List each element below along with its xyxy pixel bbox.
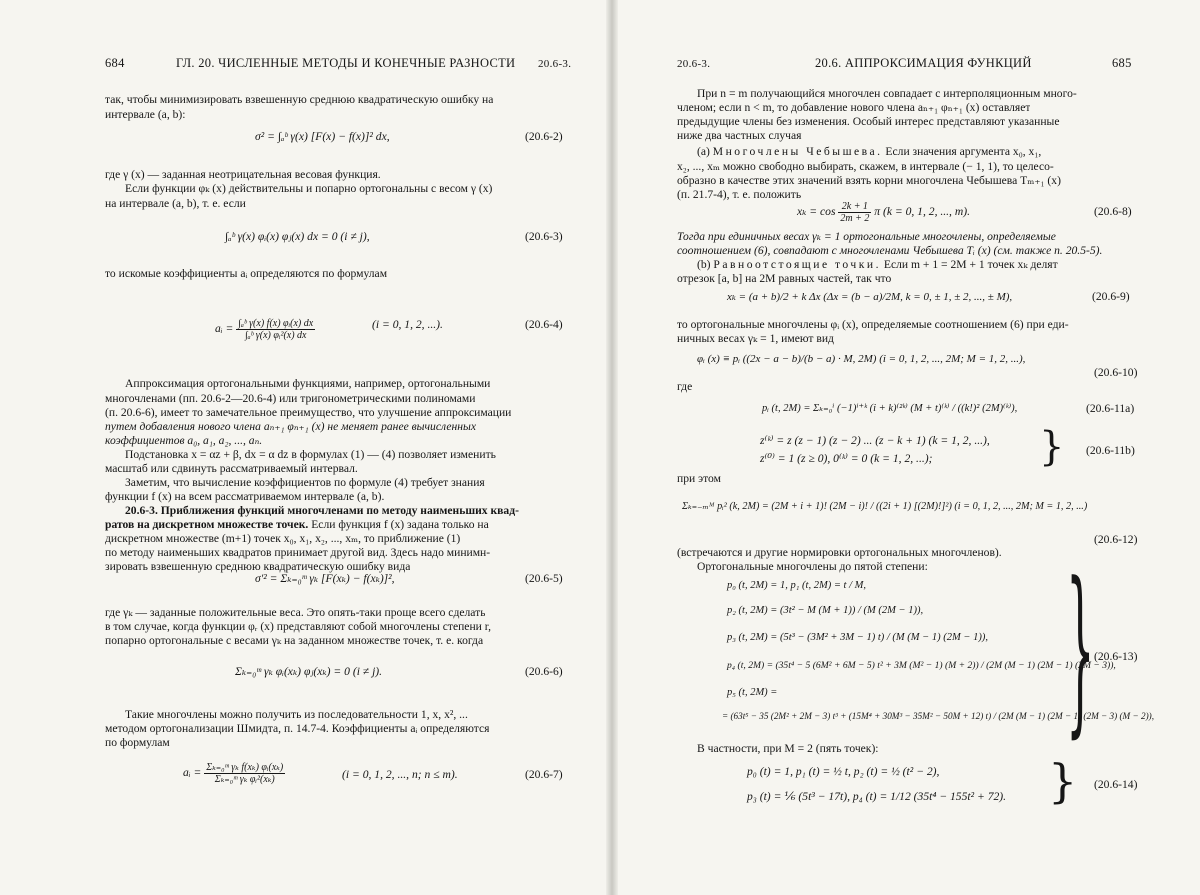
spaced-heading: Равноотстоящие точки.	[713, 258, 881, 271]
formula: xₖ = (a + b)/2 + k Δx (Δx = (b − a)/2M, k = 0, ± 1, ± 2, ..., ± M),	[727, 291, 1013, 303]
text-line: (п. 21.7-4), т. е. положить	[677, 188, 802, 201]
formula: pᵢ (t, 2M) = Σₖ₌₀ⁱ (−1)ⁱ⁺ᵏ (i + k)⁽²ᵏ⁾ (M + t)⁽ᵏ⁾ / ((k!)² (2M)⁽ᵏ⁾),	[762, 403, 1018, 414]
formula: σ² = ∫ₐᵇ γ(x) [F(x) − f(x)]² dx,	[255, 130, 390, 143]
text-line: на интервале (a, b), т. е. если	[105, 197, 246, 210]
fraction	[236, 318, 315, 341]
text-line: Аппроксимация ортогональными функциями, например, ортогональными	[125, 377, 491, 390]
formula: Σₖ₌₀ᵐ γₖ φᵢ(xₖ) φⱼ(xₖ) = 0 (i ≠ j).	[235, 665, 383, 678]
formula	[183, 762, 285, 785]
formula	[797, 201, 970, 224]
formula-number: (20.6-7)	[525, 768, 563, 781]
text-line: где γ (x) — заданная неотрицательная весовая функция.	[105, 168, 381, 181]
text-line: Тогда при единичных весах γₖ = 1 ортогональные многочлены, определяемые	[677, 230, 1056, 243]
left-page-number: 684	[105, 56, 125, 70]
fraction-denominator: 2m + 2	[840, 213, 870, 224]
text-line: интервале (a, b):	[105, 108, 186, 121]
formula-number: (20.6-2)	[525, 130, 563, 143]
text-line	[697, 145, 1041, 159]
text-line: коэффициентов a₀, a₁, a₂, ..., aₙ.	[105, 434, 263, 447]
text-line: При n = m получающийся многочлен совпадает с интерполяционным много-	[697, 87, 1077, 100]
formula: z⁽⁰⁾ = 1 (z ≥ 0), 0⁽ᵏ⁾ = 0 (k = 1, 2, ...);	[760, 452, 933, 465]
formula-number: (20.6-14)	[1094, 778, 1138, 791]
formula: ∫ₐᵇ γ(x) φᵢ(x) φⱼ(x) dx = 0 (i ≠ j),	[225, 230, 370, 243]
text-line: попарно ортогональные с весами γₖ на заданном множестве точек, т. е. когда	[105, 634, 484, 647]
right-page-number: 685	[1112, 56, 1132, 70]
formula-condition: (i = 0, 1, 2, ..., n; n ≤ m).	[342, 768, 458, 781]
text-span: (a)	[697, 145, 713, 158]
right-page	[612, 0, 1200, 895]
section-heading-cont: ратов на дискретном множестве точек.	[105, 518, 309, 531]
text-line: где γₖ — заданные положительные веса. Это опять-таки проще всего сделать	[105, 606, 486, 619]
formula-number: (20.6-4)	[525, 318, 563, 331]
text-line: путем добавления нового члена aₙ₊₁ φₙ₊₁ (x) не меняет ранее вычисленных	[105, 420, 476, 433]
text-line: дискретном множестве (m+1) точек x₀, x₁, x₂, ..., xₘ, то приближение (1)	[105, 532, 461, 545]
text-line: Заметим, что вычисление коэффициентов по формуле (4) требует знания	[125, 476, 485, 489]
formula: = (63t⁵ − 35 (2M² + 2M − 3) t³ + (15M⁴ + 30M³ − 35M² − 50M + 12) t) / (2M (M − 1) (2M − 1) (2M − 3) (M − 2)),	[722, 711, 1154, 721]
formula-number: (20.6-5)	[525, 572, 563, 585]
text-line: образно в качестве этих значений взять корни многочлена Чебышева Tₘ₊₁ (x)	[677, 174, 1061, 187]
right-running-title: 20.6. АППРОКСИМАЦИЯ ФУНКЦИЙ	[815, 56, 1032, 70]
text-line: ничных весах γₖ = 1, имеют вид	[677, 332, 834, 345]
formula-number: (20.6-11b)	[1086, 444, 1135, 457]
formula: Σₖ₌₋ₘᴹ pᵢ² (k, 2M) = (2M + i + 1)! (2M − i)! / ((2i + 1) [(2M)!]²) (i = 0, 1, 2, ..., 2M; M = 1, 2, ...)	[682, 501, 1088, 512]
formula-number: (20.6-3)	[525, 230, 563, 243]
formula-number: (20.6-10)	[1094, 366, 1138, 379]
formula-rhs: π (k = 0, 1, 2, ..., m).	[874, 205, 970, 219]
text-line: где	[677, 380, 693, 393]
text-line: в том случае, когда функции φᵣ (x) представляют собой многочлены степени r,	[105, 620, 492, 633]
text-span: (b)	[697, 258, 714, 271]
text-line: Если функции φₖ (x) действительны и попарно ортогональны с весом γ (x)	[125, 182, 493, 195]
formula-condition: (i = 0, 1, 2, ...).	[372, 318, 443, 331]
text-line: (встречаются и другие нормировки ортогональных многочленов).	[677, 546, 1002, 559]
fraction-numerator: ∫ₐᵇ γ(x) f(x) φᵢ(x) dx	[238, 318, 314, 329]
text-line: то ортогональные многочлены φᵢ (x), определяемые соотношением (6) при еди-	[677, 318, 1069, 331]
formula: z⁽ᵏ⁾ = z (z − 1) (z − 2) ... (z − k + 1) (k = 1, 2, ...),	[760, 434, 990, 447]
section-heading: 20.6-3. Приближения функций многочленами по методу наименьших квад-	[125, 504, 519, 517]
fraction-numerator: Σₖ₌₀ᵐ γₖ f(xₖ) φᵢ(xₖ)	[206, 762, 284, 773]
text-line	[105, 518, 489, 532]
text-line: Ортогональные многочлены до пятой степени:	[697, 560, 928, 573]
text-line: соотношением (6), совпадают с многочленами Чебышева Tᵢ (x) (см. также п. 20.5-5).	[677, 244, 1103, 257]
text-line: x₂, ..., xₘ можно свободно выбирать, скажем, в интервале (− 1, 1), то целесо-	[677, 160, 1054, 173]
text-line: многочленами (пп. 20.6-2—20.6-4) или тригонометрическими полиномами	[105, 392, 476, 405]
formula-lhs: aᵢ =	[183, 766, 202, 780]
formula: p₄ (t, 2M) = (35t⁴ − 5 (6M² + 6M − 5) t² + 3M (M² − 1) (M + 2)) / (2M (M − 1) (2M − 1) (2M − 3)),	[727, 660, 1116, 671]
left-running-title: ГЛ. 20. ЧИСЛЕННЫЕ МЕТОДЫ И КОНЕЧНЫЕ РАЗНОСТИ	[176, 56, 516, 70]
text-line: членом; если n < m, то добавление нового члена aₙ₊₁ φₙ₊₁ (x) оставляет	[677, 101, 1031, 114]
text-span: Если функция f (x) задана только на	[308, 518, 489, 531]
formula: φᵢ (x) ≡ pᵢ ((2x − a − b)/(b − a) · M, 2M) (i = 0, 1, 2, ..., 2M; M = 1, 2, ...),	[697, 353, 1026, 365]
formula-number: (20.6-13)	[1094, 650, 1138, 663]
formula: p₃ (t) = ⅙ (5t³ − 17t), p₄ (t) = 1/12 (35t⁴ − 155t² + 72).	[747, 790, 1007, 803]
text-line: предыдущие члены без изменения. Особый интерес представляют указанные	[677, 115, 1060, 128]
text-line: В частности, при M = 2 (пять точек):	[697, 742, 879, 755]
fraction-numerator: 2k + 1	[838, 201, 871, 213]
formula: p₂ (t, 2M) = (3t² − M (M + 1)) / (M (2M − 1)),	[727, 605, 924, 616]
text-span: Если значения аргумента x₀, x₁,	[882, 145, 1042, 158]
text-span: Если m + 1 = 2M + 1 точек xₖ делят	[880, 258, 1058, 271]
right-brace: }	[1039, 424, 1065, 470]
formula: σ′² = Σₖ₌₀ᵐ γₖ [F(xₖ) − f(xₖ)]²,	[255, 572, 395, 585]
right-brace: }	[1066, 545, 1095, 754]
text-line: отрезок [a, b] на 2M равных частей, так что	[677, 272, 892, 285]
formula-number: (20.6-12)	[1094, 533, 1138, 546]
right-brace: }	[1048, 754, 1078, 808]
formula-lhs: xₖ = cos	[797, 205, 836, 219]
formula-number: (20.6-9)	[1092, 290, 1130, 303]
text-line: Подстановка x = αz + β, dx = α dz в формулах (1) — (4) позволяет изменить	[125, 448, 496, 461]
formula: p₅ (t, 2M) =	[727, 687, 778, 698]
text-line: методом ортогонализации Шмидта, п. 14.7-4. Коэффициенты aᵢ определяются	[105, 722, 490, 735]
formula: p₀ (t, 2M) = 1, p₁ (t, 2M) = t / M,	[727, 580, 866, 591]
text-line: при этом	[677, 472, 721, 485]
text-line: то искомые коэффициенты aᵢ определяются по формулам	[105, 267, 388, 280]
text-line	[697, 258, 1058, 272]
text-line: масштаб или сдвинуть рассматриваемый интервал.	[105, 462, 358, 475]
right-running-section: 20.6-3.	[677, 58, 711, 70]
spaced-heading: Многочлены Чебышева.	[712, 145, 883, 158]
fraction-denominator: Σₖ₌₀ᵐ γₖ φᵢ²(xₖ)	[214, 774, 275, 785]
formula-number: (20.6-6)	[525, 665, 563, 678]
formula-lhs: aᵢ =	[215, 322, 234, 336]
formula-number: (20.6-11a)	[1086, 402, 1135, 415]
formula: p₀ (t) = 1, p₁ (t) = ½ t, p₂ (t) = ½ (t² − 2),	[747, 765, 940, 778]
text-line: по методу наименьших квадратов принимает другой вид. Здесь надо минимн-	[105, 546, 491, 559]
fraction	[838, 201, 871, 224]
text-line: так, чтобы минимизировать взвешенную среднюю квадратическую ошибку на	[105, 93, 494, 106]
left-running-section: 20.6-3.	[538, 58, 572, 70]
fraction	[204, 762, 285, 785]
formula	[215, 318, 315, 341]
fraction-denominator: ∫ₐᵇ γ(x) φᵢ²(x) dx	[244, 330, 307, 341]
text-line: (п. 20.6-6), имеет то замечательное преимущество, что улучшение аппроксимации	[105, 406, 512, 419]
formula: p₃ (t, 2M) = (5t³ − (3M² + 3M − 1) t) / (M (M − 1) (2M − 1)),	[727, 632, 988, 643]
text-line: по формулам	[105, 736, 170, 749]
text-line: ниже два частных случая	[677, 129, 802, 142]
text-line: функции f (x) на всем рассматриваемом интервале (a, b).	[105, 490, 385, 503]
text-line: зировать взвешенную среднюю квадратическую ошибку вида	[105, 560, 411, 573]
text-line: Такие многочлены можно получить из последовательности 1, x, x², ...	[125, 708, 468, 721]
formula-number: (20.6-8)	[1094, 205, 1132, 218]
